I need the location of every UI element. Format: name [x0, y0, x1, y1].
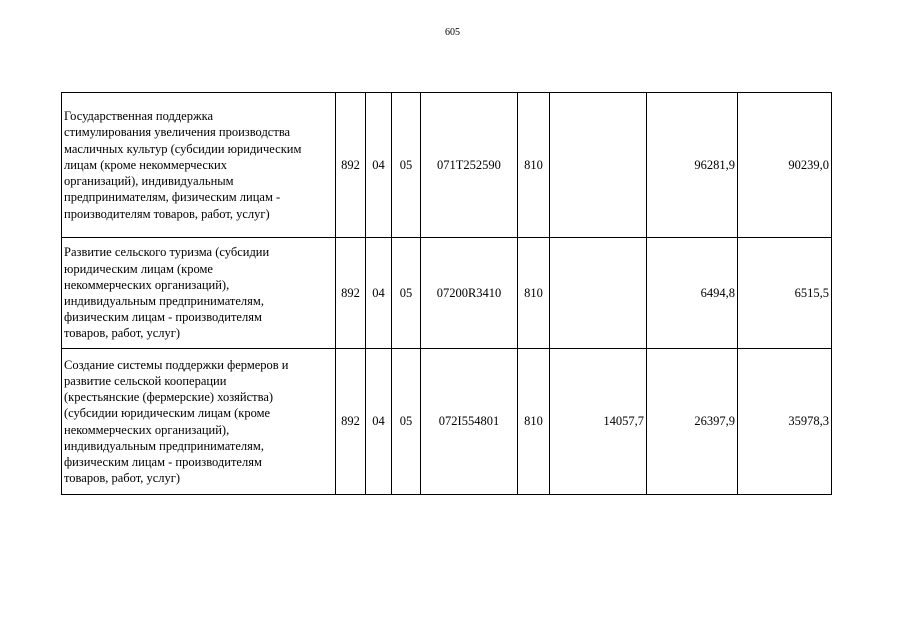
subsection-code: 05 [392, 349, 421, 495]
subsection-code: 05 [392, 93, 421, 238]
amount-cell-3: 35978,3 [738, 349, 832, 495]
budget-table [61, 92, 832, 495]
ministry-code: 892 [336, 238, 366, 349]
amount-cell-3: 90239,0 [738, 93, 832, 238]
amount-cell-2: 26397,9 [647, 349, 738, 495]
amount-cell-3: 6515,5 [738, 238, 832, 349]
amount-cell-2: 96281,9 [647, 93, 738, 238]
expense-type-code: 810 [518, 238, 550, 349]
page-number: 605 [445, 27, 460, 38]
table-row [62, 238, 832, 349]
target-article-code: 071T252590 [421, 93, 518, 238]
target-article-code: 07200R3410 [421, 238, 518, 349]
row-description: Развитие сельского туризма (субсидии юридическим лицам (кроме некоммерческих организаций), индивидуальным предпринимателям, физическим лицам - производителям товаров, работ, услуг) [62, 238, 336, 349]
table-row [62, 93, 832, 238]
expense-type-code: 810 [518, 93, 550, 238]
amount-cell-2: 6494,8 [647, 238, 738, 349]
expense-type-code: 810 [518, 349, 550, 495]
subsection-code: 05 [392, 238, 421, 349]
table-row [62, 349, 832, 495]
ministry-code: 892 [336, 349, 366, 495]
ministry-code: 892 [336, 93, 366, 238]
target-article-code: 072I554801 [421, 349, 518, 495]
section-code: 04 [366, 238, 392, 349]
amount-cell-1: 14057,7 [550, 349, 647, 495]
row-description: Создание системы поддержки фермеров и развитие сельской кооперации (крестьянские (фермерские) хозяйства) (субсидии юридическим лицам (кроме некоммерческих организаций), индивидуальным предпринимателям, физическим лицам - производителям товаров, работ, услуг) [62, 349, 336, 495]
section-code: 04 [366, 349, 392, 495]
row-description: Государственная поддержка стимулирования увеличения производства масличных культур (субсидии юридическим лицам (кроме некоммерческих организаций), индивидуальным предпринимателям, физическим лицам - производителям товаров, работ, услуг) [62, 93, 336, 238]
amount-cell-1 [550, 93, 647, 238]
amount-cell-1 [550, 238, 647, 349]
section-code: 04 [366, 93, 392, 238]
